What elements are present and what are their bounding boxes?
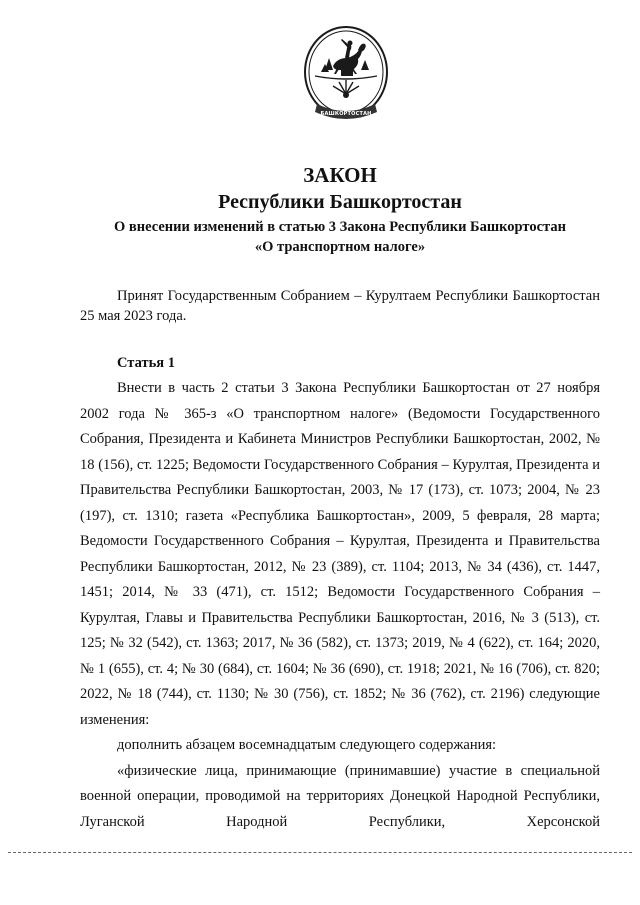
article-heading: Статья 1 (117, 355, 175, 371)
article-instruction-paragraph: дополнить абзацем восемнадцатым следующего содержания: (117, 737, 497, 753)
coat-of-arms-icon (303, 24, 389, 130)
article-quote-paragraph: «физические лица, принимающие (принимавшие) участие в специальной военной операции, проводимой на территориях Донецкой Народной Республики, Луганской Народной Республики, Херсонской (80, 762, 600, 830)
adoption-statement: Принят Государственным Собранием – Курултаем Республики Башкортостан 25 мая 2023 года. (80, 288, 600, 324)
law-republic-title: Республики Башкортостан (218, 191, 462, 213)
emblem-ribbon-text: БАШКОРТОСТАН (320, 111, 372, 117)
coat-of-arms-emblem (303, 24, 389, 130)
page-break-separator (8, 852, 632, 853)
article-body (80, 376, 600, 835)
law-subject-line-2: «О транспортном налоге» (254, 239, 426, 255)
article-intro-paragraph: Внести в часть 2 статьи 3 Закона Республики Башкортостан от 27 ноября 2002 года № 365-з «О транспортном налоге» (Ведомости Государственного Собрания, Президента и Кабинета Министров Республики Башкортостан, 2002, № 18 (156), ст. 1225; Ведомости Государственного Собрания – Курултая, Президента и Правительства Республики Башкортостан, 2003, № 17 (173), ст. 1073; 2004, № 23 (197), ст. 1310; газета «Республика Башкортостан», 2009, 5 февраля, 28 марта; Ведомости Государственного Собрания – Курултая, Президента и Правительства Республики Башкортостан, 2012, № 23 (389), ст. 1104; 2013, № 34 (436), ст. 1447, 1451; 2014, № 33 (471), ст. 1512; Ведомости Государственного Собрания – Курултая, Главы и Правительства Республики Башкортостан, 2016, № 3 (513), ст. 125; № 32 (542), ст. 1363; 2017, № 36 (582), ст. 1373; 2019, № 4 (622), ст. 164; 2020, № 1 (655), ст. 4; № 30 (684), ст. 1604; № 36 (690), ст. 1918; 2021, № 16 (706), ст. 820; 2022, № 18 (744), ст. 1130; № 30 (756), ст. 1852; № 36 (762), ст. 2196) следующие изменения: (80, 380, 600, 728)
law-subject (80, 217, 600, 257)
law-subject-line-1: О внесении изменений в статью 3 Закона Республики Башкортостан (114, 219, 566, 235)
law-title: ЗАКОН (303, 163, 377, 187)
